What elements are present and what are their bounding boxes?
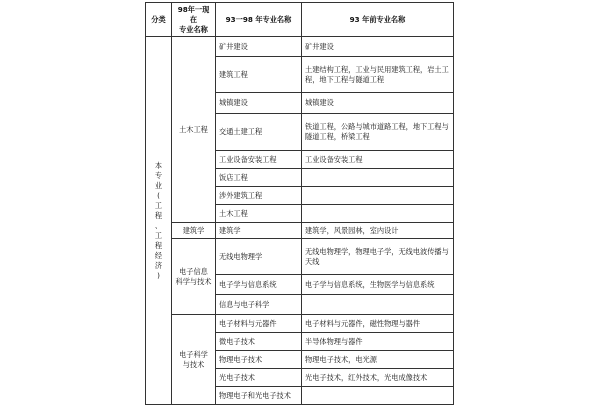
major-pre93 [302,295,454,315]
major-93-98: 微电子技术 [216,333,302,351]
header-category: 分类 [146,3,172,37]
major-93-98: 电子材料与元器件 [216,315,302,333]
major-pre93: 城镇建设 [302,93,454,114]
group-eie: 电子信息 科学与技术 [172,239,216,315]
major-pre93 [302,187,454,205]
major-pre93: 铁道工程，公路与城市道路工程，地下工程与隧道工程，桥梁工程 [302,114,454,151]
major-pre93 [302,387,454,405]
major-93-98: 物理电子和光电子技术 [216,387,302,405]
major-93-98: 饭店工程 [216,169,302,187]
header-since98-line1: 98年一现在 [177,4,210,24]
category-cell: 本 专 业 ( 工 程 、 工 程 经 济 ) [146,37,172,405]
major-pre93: 无线电物理学，物理电子学，无线电波传播与天线 [302,239,454,275]
major-93-98: 光电子技术 [216,369,302,387]
header-since98-line2: 专业名称 [179,24,208,34]
major-93-98: 物理电子技术 [216,351,302,369]
major-93-98: 建筑工程 [216,57,302,93]
major-pre93: 半导体物理与器件 [302,333,454,351]
header-pre93: 93 年前专业名称 [302,3,454,37]
major-pre93 [302,205,454,223]
major-93-98: 土木工程 [216,205,302,223]
major-pre93: 电子学与信息系统，生物医学与信息系统 [302,275,454,295]
table-row [146,223,454,239]
major-pre93: 光电子技术，红外技术，光电成像技术 [302,369,454,387]
major-93-98: 交通土建工程 [216,114,302,151]
major-pre93: 电子材料与元器件，磁性物理与器件 [302,315,454,333]
major-93-98: 无线电物理学 [216,239,302,275]
major-93-98: 城镇建设 [216,93,302,114]
major-pre93: 工业设备安装工程 [302,151,454,169]
major-93-98: 矿井建设 [216,37,302,57]
major-pre93: 建筑学，风景园林，室内设计 [302,223,454,239]
header-since98 [172,3,216,37]
major-93-98: 涉外建筑工程 [216,187,302,205]
major-93-98: 信息与电子科学 [216,295,302,315]
table-header-row [146,3,454,37]
group-architecture: 建筑学 [172,223,216,239]
major-pre93: 矿井建设 [302,37,454,57]
major-93-98: 建筑学 [216,223,302,239]
major-93-98: 电子学与信息系统 [216,275,302,295]
major-pre93: 物理电子技术，电光源 [302,351,454,369]
table-row [146,37,454,57]
major-mapping-table [145,2,454,405]
major-pre93: 土建结构工程，工业与民用建筑工程，岩土工程，地下工程与隧道工程 [302,57,454,93]
group-civil: 土木工程 [172,37,216,223]
major-pre93 [302,169,454,187]
group-esci: 电子科学 与技术 [172,315,216,405]
major-93-98: 工业设备安装工程 [216,151,302,169]
header-93-98: 93一98 年专业名称 [216,3,302,37]
table-row [146,315,454,333]
table-row [146,239,454,275]
